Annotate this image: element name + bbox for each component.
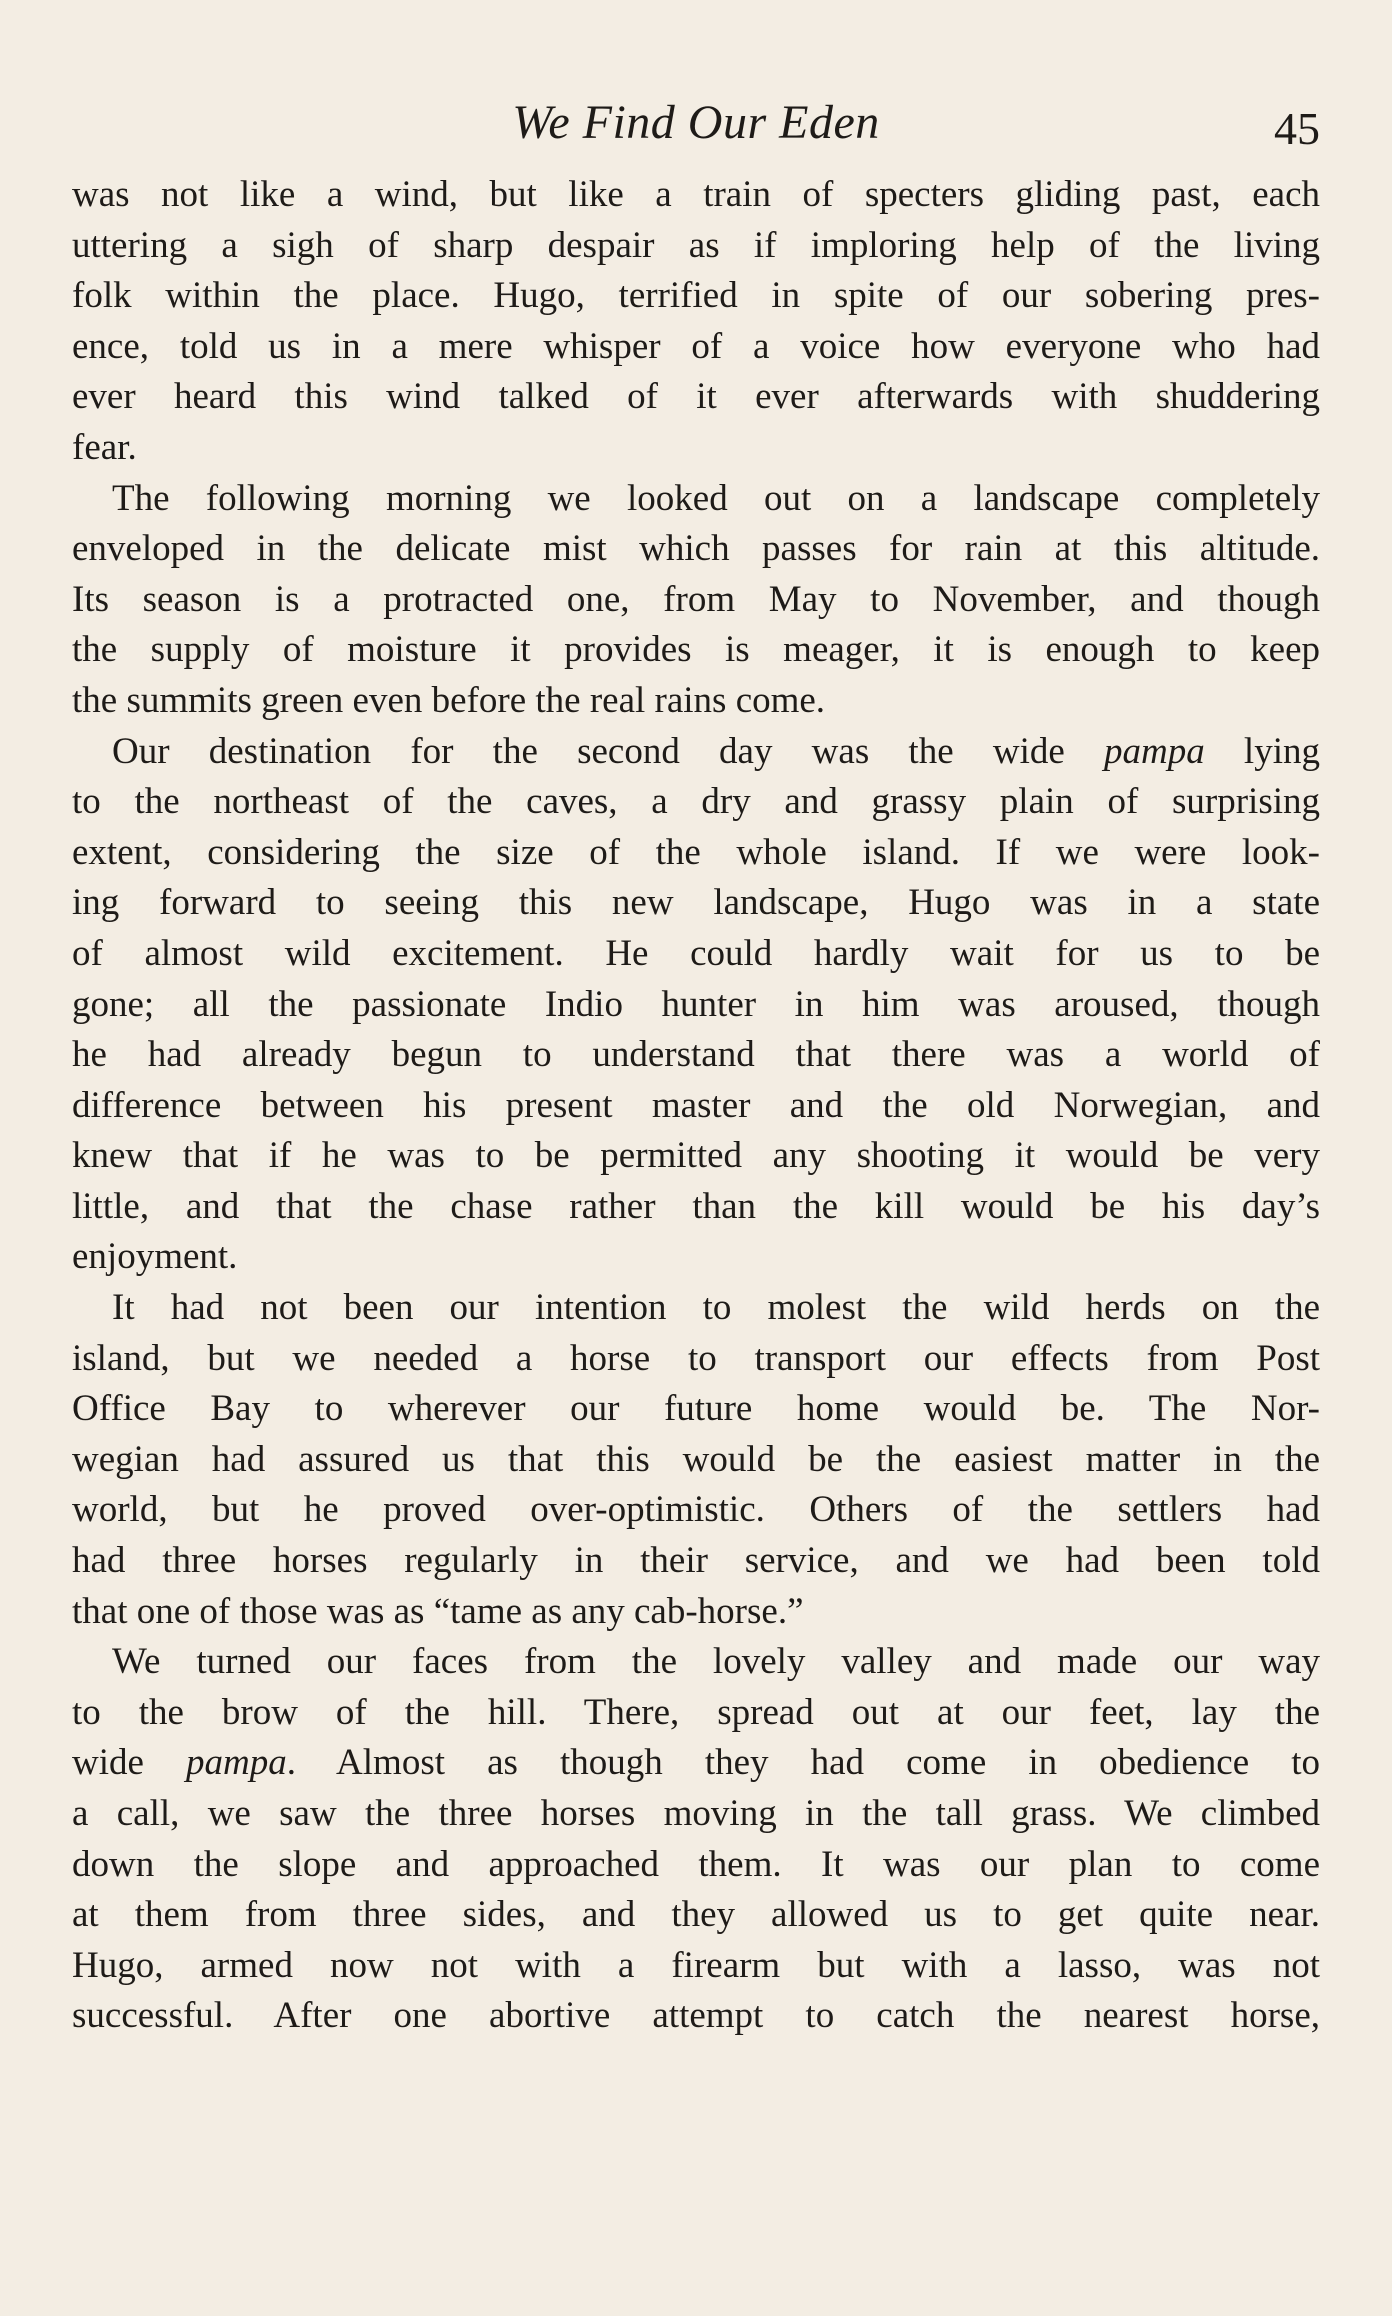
text-line: ence, told us in a mere whisper of a voice how everyone who had [72,325,1320,367]
text-line: the summits green even before the real rains come. [72,679,826,721]
text-line: he had already begun to understand that there was a world of [72,1034,1320,1076]
page-number: 45 [1274,103,1320,154]
text-line: world, but he proved over-optimistic. Others of the settlers had [72,1489,1320,1531]
running-title: We Find Our Eden [512,96,880,149]
text-line: gone; all the passionate Indio hunter in him was aroused, though [72,983,1320,1025]
paragraph [72,474,1320,727]
text-line: It had not been our intention to molest the wild herds on the [112,1287,1320,1329]
text-line: little, and that the chase rather than the kill would be his day’s [72,1185,1320,1227]
text-line: folk within the place. Hugo, terrified in spite of our sobering pres- [72,275,1320,317]
text-line: down the slope and approached them. It was our plan to come [72,1843,1320,1885]
running-head [0,88,1392,158]
text-line: island, but we needed a horse to transport our effects from Post [72,1337,1320,1379]
text-line: knew that if he was to be permitted any shooting it would be very [72,1135,1320,1177]
paragraph [72,727,1320,1284]
text-line: to the brow of the hill. There, spread out at our feet, lay the [72,1691,1320,1733]
text-line: Hugo, armed now not with a firearm but with a lasso, was not [72,1944,1320,1986]
text-line: was not like a wind, but like a train of specters gliding past, each [72,174,1320,215]
text-line: enveloped in the delicate mist which passes for rain at this altitude. [72,528,1320,570]
paragraph [72,170,1320,474]
text-line: difference between his present master and the old Norwegian, and [72,1084,1320,1126]
text-line: Office Bay to wherever our future home would be. The Nor- [72,1388,1320,1430]
text-line: ing forward to seeing this new landscape, Hugo was in a state [72,882,1320,924]
italic-word: pampa [186,1742,287,1784]
text-line: fear. [72,426,137,468]
text-line: uttering a sigh of sharp despair as if imploring help of the living [72,224,1320,266]
text-line: successful. After one abortive attempt to catch the nearest horse, [72,1995,1320,2037]
text-line: the supply of moisture it provides is meager, it is enough to keep [72,629,1320,671]
text-line: We turned our faces from the lovely valley and made our way [112,1641,1320,1683]
text-line: to the northeast of the caves, a dry and grassy plain of surprising [72,781,1320,823]
body-text [72,170,1320,2042]
text-line: ever heard this wind talked of it ever afterwards with shuddering [72,376,1320,418]
text-line: extent, considering the size of the whole island. If we were look- [72,831,1320,873]
text-line: wegian had assured us that this would be the easiest matter in the [72,1438,1320,1480]
paragraph [72,1283,1320,1637]
text-line: had three horses regularly in their service, and we had been told [72,1540,1320,1582]
text-line: that one of those was as “tame as any cab-horse.” [72,1590,804,1632]
text-line: enjoyment. [72,1236,238,1278]
text-line: Our destination for the second day was the wide pampa lying [112,730,1320,772]
text-line: of almost wild excitement. He could hardly wait for us to be [72,932,1320,974]
text-line: a call, we saw the three horses moving in the tall grass. We climbed [72,1793,1320,1834]
paragraph [72,1637,1320,2042]
text-line: Its season is a protracted one, from May to November, and though [72,578,1320,620]
text-line: The following morning we looked out on a landscape completely [112,477,1320,519]
text-line: at them from three sides, and they allowed us to get quite near. [72,1894,1320,1936]
text-line: wide pampa. Almost as though they had come in obedience to [72,1742,1320,1784]
italic-word: pampa [1103,730,1205,772]
